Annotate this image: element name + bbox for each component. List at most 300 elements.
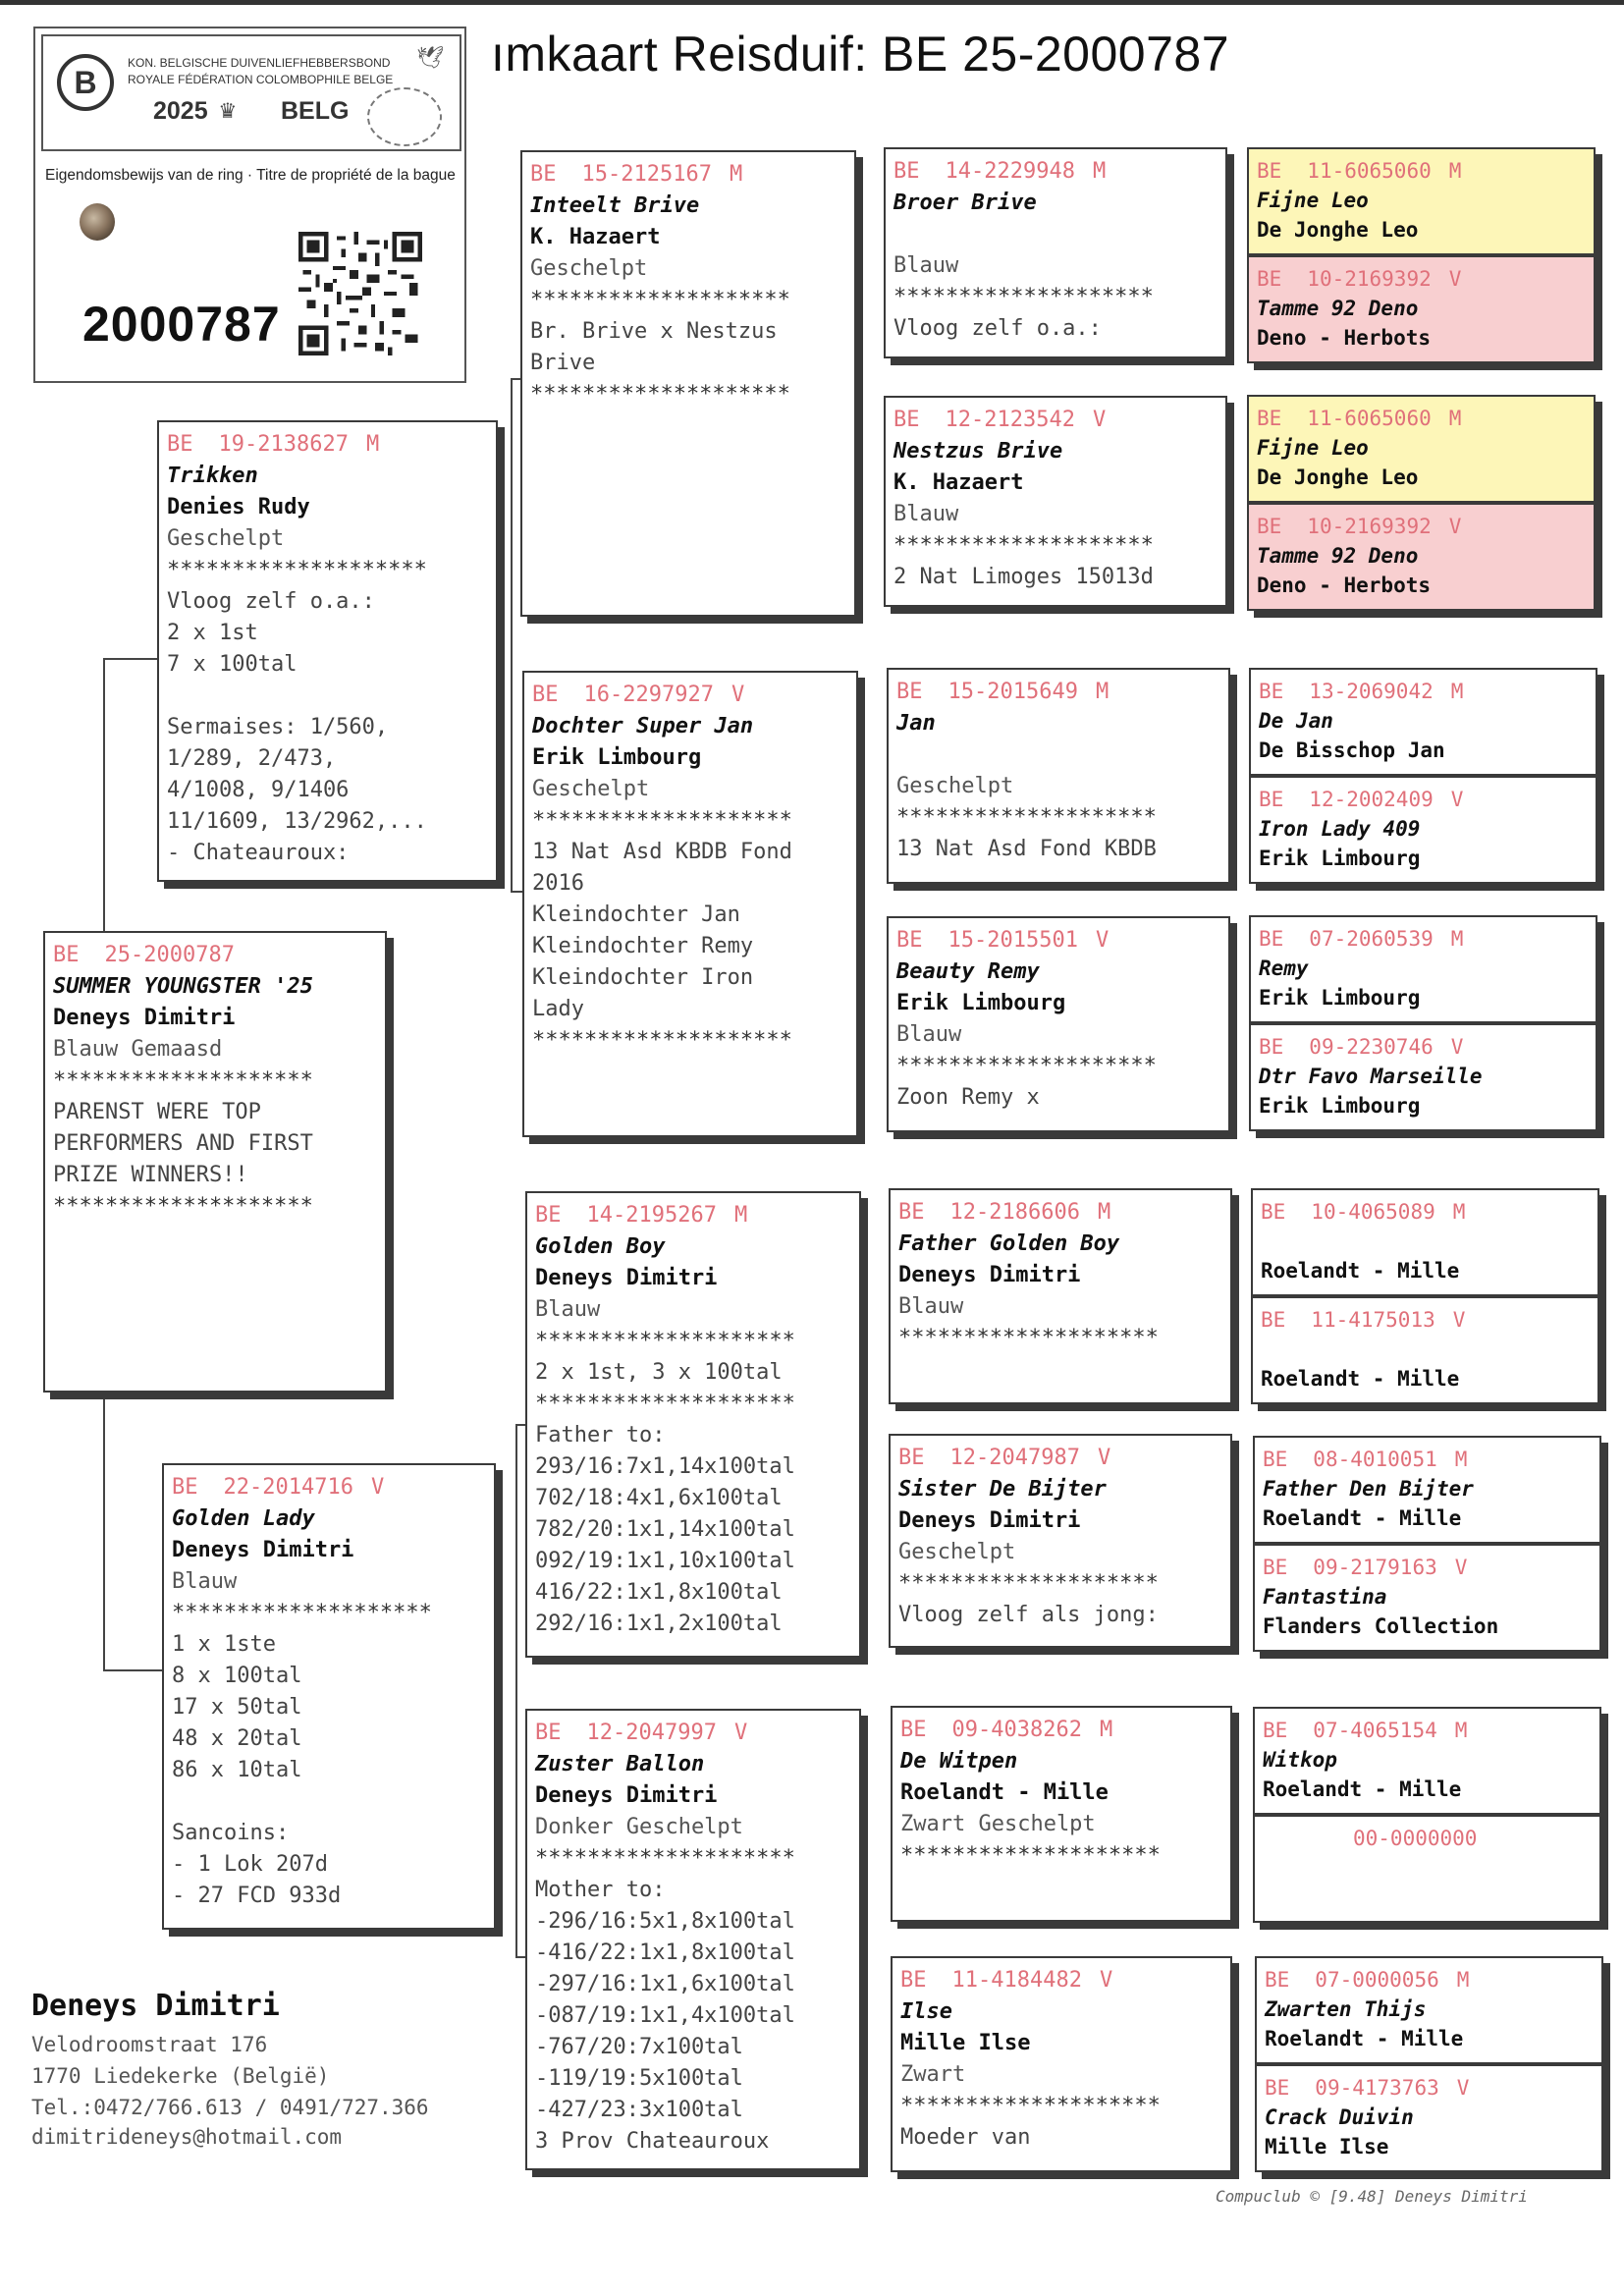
ring-number-line	[1265, 2073, 1594, 2103]
breeder-name: Deneys Dimitri	[535, 1783, 718, 1808]
breeder-name: Roelandt - Mille	[900, 1780, 1109, 1805]
sex-code: V	[1450, 1035, 1464, 1059]
country-code: BE	[896, 680, 923, 704]
separator-stars: ********************	[893, 285, 1154, 309]
performance-note: 11/1609, 13/2962,...	[167, 809, 427, 834]
pigeon-color: Zwart	[900, 2062, 966, 2087]
top-border	[0, 0, 1624, 5]
pigeon-name: Fijne Leo	[1257, 189, 1369, 212]
connector-line	[103, 658, 160, 940]
performance-note: 2 x 1st	[167, 621, 258, 645]
sex-code: V	[733, 1721, 748, 1745]
performance-note: 2 Nat Limoges 15013d	[893, 565, 1154, 589]
ring-number: 12-2047997	[586, 1721, 717, 1745]
ring-number: 12-2047987	[949, 1446, 1080, 1470]
separator-stars: ********************	[532, 1028, 792, 1053]
pigeon-name: Golden Boy	[535, 1234, 666, 1259]
pigeon-name: Remy	[1259, 956, 1309, 980]
performance-note: 293/16:7x1,14x100tal	[535, 1454, 795, 1479]
pigeon-card-fff	[884, 147, 1227, 358]
breeder-name: Denies Rudy	[167, 495, 310, 519]
breeder-name: Erik Limbourg	[1259, 847, 1421, 870]
sex-code: V	[1448, 267, 1462, 291]
ring-number-line	[530, 159, 846, 191]
country-code: BE	[1263, 1448, 1288, 1471]
sex-code: M	[1454, 1448, 1468, 1471]
sex-code: M	[365, 432, 380, 457]
blank-line	[1261, 1227, 1590, 1256]
pigeon-name: Tamme 92 Deno	[1257, 297, 1419, 320]
sex-code: M	[1450, 680, 1464, 703]
pigeon-color: Geschelpt	[898, 1540, 1016, 1564]
ring-number: 12-2123542	[945, 408, 1075, 432]
ring-number: 07-0000056	[1315, 1968, 1439, 1992]
performance-note: Father to:	[535, 1423, 666, 1448]
country-code: BE	[898, 1446, 925, 1470]
pigeon-card-g8	[1249, 1023, 1597, 1131]
pigeon-name: Iron Lady 409	[1259, 817, 1421, 841]
breeder-name: Deneys Dimitri	[535, 1266, 718, 1290]
performance-note: 1 x 1ste	[172, 1632, 276, 1657]
pigeon-color: Zwart Geschelpt	[900, 1812, 1096, 1836]
pigeon-card-g6	[1249, 776, 1597, 884]
performance-note: Vloog zelf o.a.:	[893, 316, 1102, 341]
ring-number-line	[896, 677, 1220, 708]
breeder-name: Erik Limbourg	[1259, 986, 1421, 1010]
ring-number: 14-2229948	[945, 159, 1075, 184]
pigeon-card-ffm	[884, 396, 1227, 607]
sex-code: M	[1092, 159, 1107, 184]
sex-code: V	[1450, 788, 1464, 811]
ring-number: 09-4173763	[1315, 2076, 1439, 2100]
ring-number: 14-2195267	[586, 1203, 717, 1228]
performance-note: Sancoins:	[172, 1821, 290, 1845]
sex-code: V	[1452, 1308, 1466, 1332]
pigeon-card-father	[157, 420, 498, 882]
pigeon-color: Blauw	[535, 1297, 601, 1322]
ring-number-line	[1263, 1553, 1592, 1582]
country-code: BE	[535, 1203, 562, 1228]
ring-number: 15-2015649	[947, 680, 1078, 704]
pigeon-card-g15	[1255, 1956, 1603, 2064]
pigeon-card-mmf	[891, 1706, 1232, 1922]
pigeon-card-mother	[162, 1463, 496, 1930]
performance-note: Lady	[532, 997, 584, 1021]
pigeon-name: Golden Lady	[172, 1506, 315, 1531]
pigeon-color: Blauw	[893, 502, 959, 526]
pigeon-card-ff	[520, 150, 856, 617]
performance-note: 416/22:1x1,8x100tal	[535, 1580, 783, 1605]
separator-stars: ********************	[896, 1054, 1157, 1078]
ring-number: 15-2125167	[581, 162, 712, 187]
performance-note: PARENST WERE TOP	[53, 1100, 261, 1124]
ring-number-line	[1259, 785, 1588, 814]
ring-number-line	[900, 1965, 1222, 1996]
ring-number: 10-2169392	[1307, 267, 1432, 291]
performance-note: 2 x 1st, 3 x 100tal	[535, 1360, 783, 1385]
sex-code: V	[1097, 1446, 1111, 1470]
qr-code-icon	[298, 232, 422, 355]
pigeon-name: De Witpen	[900, 1749, 1018, 1774]
country-code: BE	[900, 1718, 927, 1742]
separator-stars: ********************	[530, 288, 790, 312]
ring-number: 25-2000787	[104, 943, 235, 967]
blank-line	[893, 219, 1218, 250]
ring-number: 09-2230746	[1309, 1035, 1434, 1059]
pigeon-card-g14	[1253, 1815, 1601, 1923]
country-code: BE	[1257, 267, 1282, 291]
performance-note: 092/19:1x1,10x100tal	[535, 1549, 795, 1573]
breeder-name: Deneys Dimitri	[898, 1263, 1081, 1287]
ring-number: 08-4010051	[1313, 1448, 1437, 1471]
ring-number-line	[898, 1443, 1222, 1474]
ring-number: 07-4065154	[1313, 1719, 1437, 1742]
pigeon-icon: 🕊	[416, 46, 444, 71]
country-code: BE	[1265, 1968, 1290, 1992]
ring-number: 07-2060539	[1309, 927, 1434, 951]
sex-code: M	[733, 1203, 748, 1228]
breeder-name: Roelandt - Mille	[1265, 2027, 1464, 2050]
country-code: BE	[900, 1968, 927, 1993]
country-code: BE	[1257, 407, 1282, 430]
pigeon-color: Geschelpt	[167, 526, 285, 551]
performance-note: -416/22:1x1,8x100tal	[535, 1940, 795, 1965]
pigeon-name: Jan	[896, 711, 936, 736]
ring-number: 12-2186606	[949, 1200, 1080, 1225]
performance-note: -427/23:3x100tal	[535, 2098, 743, 2122]
ring-number-line	[1257, 404, 1586, 433]
performance-note: Kleindochter Remy	[532, 934, 754, 958]
ring-number-line	[1265, 1965, 1594, 1994]
breeder-name: Roelandt - Mille	[1261, 1367, 1460, 1391]
performance-note: 13 Nat Asd Fond KBDB	[896, 837, 1157, 861]
breeder-name: Roelandt - Mille	[1263, 1506, 1462, 1530]
pigeon-card-g2	[1247, 255, 1596, 363]
separator-stars: ********************	[53, 1194, 313, 1219]
pigeon-card-g12	[1253, 1544, 1601, 1652]
pigeon-card-fm	[522, 671, 858, 1137]
ring-number-line	[1263, 1824, 1592, 1853]
sex-code: M	[1450, 927, 1464, 951]
pigeon-card-subject	[43, 931, 387, 1393]
country-code: BE	[1259, 680, 1284, 703]
performance-note: 782/20:1x1,14x100tal	[535, 1517, 795, 1542]
pigeon-name: Father Den Bijter	[1263, 1477, 1474, 1501]
performance-note: Sermaises: 1/560,	[167, 715, 389, 739]
pigeon-card-g10	[1251, 1296, 1599, 1404]
performance-note: - 1 Lok 207d	[172, 1852, 328, 1877]
ring-number: 2000787	[82, 297, 281, 352]
country-code: BE	[167, 432, 193, 457]
separator-stars: ********************	[167, 558, 427, 582]
pigeon-card-mf	[525, 1191, 861, 1658]
performance-note: -119/19:5x100tal	[535, 2066, 743, 2091]
ring-number: 11-4184482	[951, 1968, 1082, 1993]
sex-code: V	[1448, 515, 1462, 538]
pigeon-name: Tamme 92 Deno	[1257, 544, 1419, 568]
sex-code: M	[729, 162, 743, 187]
pigeon-color: Geschelpt	[532, 777, 650, 801]
ring-number: 10-4065089	[1311, 1200, 1435, 1224]
performance-note: 292/16:1x1,2x100tal	[535, 1612, 783, 1636]
sex-code: M	[1097, 1200, 1111, 1225]
ring-number: 09-4038262	[951, 1718, 1082, 1742]
breeder-name: Deno - Herbots	[1257, 326, 1432, 350]
country-code: BE	[898, 1200, 925, 1225]
ring-number: 15-2015501	[947, 928, 1078, 953]
breeder-name: Erik Limbourg	[532, 745, 702, 770]
separator-stars: ********************	[898, 1571, 1159, 1596]
ring-number-line	[1263, 1716, 1592, 1745]
performance-note: 702/18:4x1,6x100tal	[535, 1486, 783, 1510]
ring-number: 10-2169392	[1307, 515, 1432, 538]
breeder-name: Roelandt - Mille	[1263, 1777, 1462, 1801]
country-code: BE	[1259, 1035, 1284, 1059]
pigeon-color: Geschelpt	[896, 774, 1014, 798]
breeder-name: Deneys Dimitri	[172, 1538, 354, 1562]
pigeon-color: Blauw	[172, 1569, 238, 1594]
country-code: BE	[893, 408, 920, 432]
ring-number-line	[1261, 1305, 1590, 1335]
performance-note: -087/19:1x1,4x100tal	[535, 2003, 795, 2028]
ring-number: 11-4175013	[1311, 1308, 1435, 1332]
pigeon-name: Sister De Bijter	[898, 1477, 1107, 1502]
ring-number-line	[1257, 264, 1586, 294]
pigeon-name: Dtr Favo Marseille	[1259, 1065, 1483, 1088]
performance-note: Kleindochter Jan	[532, 902, 740, 927]
performance-note: -297/16:1x1,6x100tal	[535, 1972, 795, 1996]
ring-certificate-header	[41, 34, 461, 151]
pigeon-card-g3	[1247, 395, 1596, 503]
performance-note: Zoon Remy x	[896, 1085, 1040, 1110]
sex-code: V	[370, 1475, 385, 1500]
performance-note: 13 Nat Asd KBDB Fond	[532, 840, 792, 864]
pigeon-name: Father Golden Boy	[898, 1231, 1120, 1256]
performance-note: 17 x 50tal	[172, 1695, 302, 1720]
breeder-name: Deno - Herbots	[1257, 574, 1432, 597]
ring-number: 12-2002409	[1309, 788, 1434, 811]
ring-certificate	[33, 27, 466, 383]
owner-email[interactable]: dimitrideneys@hotmail.com	[31, 2125, 343, 2149]
breeder-name: Erik Limbourg	[1259, 1094, 1421, 1118]
performance-note: Vloog zelf als jong:	[898, 1603, 1159, 1627]
pigeon-card-g9	[1251, 1188, 1599, 1296]
org-name-nl: KON. BELGISCHE DUIVENLIEFHEBBERSBOND	[128, 56, 391, 70]
separator-stars: ********************	[893, 533, 1154, 558]
pigeon-card-g11	[1253, 1436, 1601, 1544]
pigeon-card-mff	[889, 1188, 1232, 1404]
sex-code: M	[1452, 1200, 1466, 1224]
ring-number-line	[1257, 156, 1586, 186]
pigeon-card-fmf	[887, 668, 1230, 884]
pigeon-card-mmm	[891, 1956, 1232, 2172]
sex-code: V	[731, 683, 745, 707]
ring-number-line	[172, 1472, 486, 1503]
separator-stars: ********************	[535, 1846, 795, 1871]
country-code: BE	[896, 928, 923, 953]
ring-number: 16-2297927	[583, 683, 714, 707]
country-code: BE	[1265, 2076, 1290, 2100]
pigeon-card-g7	[1249, 915, 1597, 1023]
globe-logo-icon	[367, 87, 442, 146]
separator-stars: ********************	[53, 1068, 313, 1093]
sex-code: M	[1448, 407, 1462, 430]
country-code: BE	[1263, 1719, 1288, 1742]
ring-number-line	[1261, 1197, 1590, 1227]
pigeon-card-mm	[525, 1709, 861, 2170]
sex-code: V	[1456, 2076, 1470, 2100]
separator-stars: ********************	[172, 1601, 432, 1625]
ring-number-line	[535, 1200, 851, 1231]
performance-note: 3 Prov Chateauroux	[535, 2129, 770, 2154]
pigeon-name: Beauty Remy	[896, 959, 1040, 984]
ring-number: 19-2138627	[218, 432, 349, 457]
performance-note: -296/16:5x1,8x100tal	[535, 1909, 795, 1934]
ring-number-line	[1263, 1445, 1592, 1474]
country-code: BE	[1261, 1200, 1286, 1224]
separator-stars: ********************	[900, 1843, 1161, 1868]
performance-note: Vloog zelf o.a.:	[167, 589, 375, 614]
pigeon-name: Broer Brive	[893, 191, 1037, 215]
breeder-name: De Bisschop Jan	[1259, 738, 1445, 762]
performance-note: Kleindochter Iron	[532, 965, 754, 990]
connector-line	[103, 1375, 164, 1671]
sex-code: M	[1448, 159, 1462, 183]
software-credit: Compuclub © [9.48] Deneys Dimitri	[1216, 2187, 1528, 2206]
ring-number-line	[1257, 512, 1586, 541]
ring-number: 11-6065060	[1307, 159, 1432, 183]
country-code: BE	[1263, 1556, 1288, 1579]
ring-number-line	[900, 1715, 1222, 1746]
pigeon-card-g5	[1249, 668, 1597, 776]
country-code: BE	[172, 1475, 198, 1500]
performance-note: 7 x 100tal	[167, 652, 298, 677]
ring-year: 2025	[153, 97, 208, 125]
ring-number-line	[898, 1197, 1222, 1229]
sex-code: M	[1099, 1718, 1113, 1742]
pigeon-color: Blauw	[893, 253, 959, 278]
performance-note: PERFORMERS AND FIRST	[53, 1131, 313, 1156]
ring-number: 13-2069042	[1309, 680, 1434, 703]
country-code: BE	[53, 943, 80, 967]
pigeon-color: Blauw	[896, 1022, 962, 1047]
separator-stars: ********************	[535, 1329, 795, 1353]
pigeon-name: Trikken	[167, 464, 258, 488]
ring-number-line	[532, 680, 848, 711]
sex-code: M	[1454, 1719, 1468, 1742]
pigeon-card-g4	[1247, 503, 1596, 611]
pigeon-name: Nestzus Brive	[893, 439, 1063, 464]
blank-line	[896, 739, 1220, 771]
blank-line	[167, 681, 488, 712]
country-code: BE	[1257, 159, 1282, 183]
ring-number: 00-0000000	[1353, 1827, 1478, 1850]
pigeon-color: Blauw	[898, 1294, 964, 1319]
pigeon-name: Crack Duivin	[1265, 2105, 1414, 2129]
owner-city: 1770 Liedekerke (België)	[31, 2064, 330, 2088]
performance-note: Mother to:	[535, 1878, 666, 1902]
crown-icon: ♛	[220, 95, 236, 125]
page-title: ımkaart Reisduif: BE 25-2000787	[491, 27, 1230, 82]
performance-note: Br. Brive x Nestzus	[530, 319, 778, 344]
country-code: BE	[1259, 927, 1284, 951]
performance-note: 48 x 20tal	[172, 1726, 302, 1751]
pigeon-card-fmm	[887, 916, 1230, 1132]
pigeon-card-mfm	[889, 1434, 1232, 1648]
ring-chip-image	[80, 203, 115, 241]
country-code: BE	[1259, 788, 1284, 811]
org-name-fr: ROYALE FÉDÉRATION COLOMBOPHILE BELGE	[128, 73, 394, 86]
owner-address: Velodroomstraat 176	[31, 2033, 268, 2056]
breeder-name: Roelandt - Mille	[1261, 1259, 1460, 1283]
country-code: BE	[532, 683, 559, 707]
separator-stars: ********************	[896, 805, 1157, 830]
breeder-name: Flanders Collection	[1263, 1614, 1499, 1638]
breeder-name: Deneys Dimitri	[898, 1508, 1081, 1533]
breeder-name: Mille Ilse	[1265, 2135, 1389, 2158]
ring-number-line	[535, 1718, 851, 1749]
ring-number-line	[167, 429, 488, 461]
performance-note: - Chateauroux:	[167, 841, 350, 865]
pigeon-name: Fantastina	[1263, 1585, 1387, 1609]
country-code: BE	[893, 159, 920, 184]
breeder-name: K. Hazaert	[893, 470, 1024, 495]
separator-stars: ********************	[898, 1326, 1159, 1350]
breeder-name: Deneys Dimitri	[53, 1006, 236, 1030]
breeder-name: Mille Ilse	[900, 2031, 1031, 2055]
pigeon-card-g1	[1247, 147, 1596, 255]
ring-number-line	[893, 405, 1218, 436]
breeder-name: De Jonghe Leo	[1257, 465, 1419, 489]
ring-number-line	[1259, 677, 1588, 706]
ring-number-line	[1259, 924, 1588, 954]
sex-code: V	[1099, 1968, 1113, 1993]
performance-note: -767/20:7x100tal	[535, 2035, 743, 2059]
sex-code: M	[1095, 680, 1110, 704]
ring-number: 09-2179163	[1313, 1556, 1437, 1579]
pigeon-name: Inteelt Brive	[530, 193, 700, 218]
pigeon-name: Fijne Leo	[1257, 436, 1369, 460]
country-code: BE	[535, 1721, 562, 1745]
sex-code: M	[1456, 1968, 1470, 1992]
owner-phone: Tel.:0472/766.613 / 0491/727.366	[31, 2096, 429, 2119]
blank-line	[172, 1786, 486, 1818]
ring-number: 11-6065060	[1307, 407, 1432, 430]
pigeon-color: Geschelpt	[530, 256, 648, 281]
pigeon-name: Zwarten Thijs	[1265, 1997, 1427, 2021]
pigeon-name: Ilse	[900, 1999, 952, 2024]
owner-name: Deneys Dimitri	[31, 1989, 280, 2023]
ring-number-line	[1259, 1032, 1588, 1062]
performance-note: 8 x 100tal	[172, 1664, 302, 1688]
blank-line	[1261, 1335, 1590, 1364]
performance-note: 2016	[532, 871, 584, 896]
separator-stars: ********************	[530, 382, 790, 407]
pigeon-card-g13	[1253, 1707, 1601, 1815]
pigeon-name: Witkop	[1263, 1748, 1337, 1772]
performance-note: Brive	[530, 351, 596, 375]
ring-number-line	[893, 156, 1218, 188]
breeder-name: K. Hazaert	[530, 225, 661, 249]
ring-number-line	[896, 925, 1220, 956]
sex-code: V	[1095, 928, 1110, 953]
ring-number: 22-2014716	[223, 1475, 353, 1500]
performance-note: 86 x 10tal	[172, 1758, 302, 1782]
pigeon-color: Blauw Gemaasd	[53, 1037, 223, 1062]
pigeon-name: Dochter Super Jan	[532, 714, 754, 738]
ring-country: BELG	[281, 97, 350, 125]
ring-number-line	[53, 940, 377, 971]
